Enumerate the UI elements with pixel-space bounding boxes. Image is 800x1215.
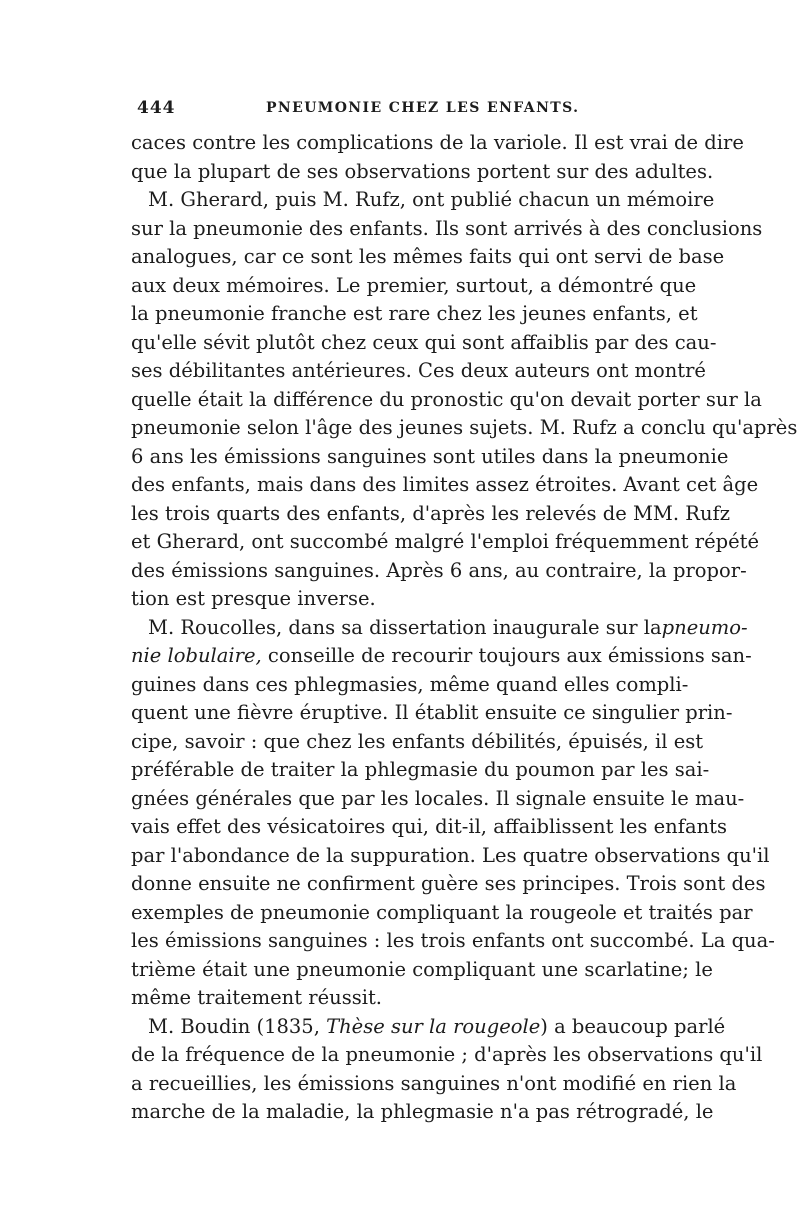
text-line: analogues, car ce sont les mêmes faits qui ont servi de base bbox=[131, 245, 725, 268]
text-line: sur la pneumonie des enfants. Ils sont arrivés à des conclusions bbox=[131, 216, 763, 240]
text-line bbox=[131, 614, 748, 643]
text-line: des émissions sanguines. Après 6 ans, au contraire, la propor- bbox=[131, 558, 747, 582]
text-segment: M. Boudin (1835, bbox=[148, 1014, 320, 1038]
text-line: gnées générales que par les locales. Il signale ensuite le mau- bbox=[131, 786, 745, 810]
text-line: exemples de pneumonie compliquant la rougeole et traités par bbox=[131, 900, 753, 924]
page-number: 444 bbox=[137, 98, 176, 118]
text-line: de la fréquence de la pneumonie ; d'après les observations qu'il bbox=[131, 1043, 763, 1066]
text-line: donne ensuite ne confirment guère ses principes. Trois sont des bbox=[131, 872, 766, 895]
running-head bbox=[128, 98, 673, 120]
text-line: marche de la maladie, la phlegmasie n'a pas rétrogradé, le bbox=[131, 1100, 714, 1123]
text-line: par l'abondance de la suppuration. Les quatre observations qu'il bbox=[131, 843, 770, 867]
text-line: M. Gherard, puis M. Rufz, ont publié chacun un mémoire bbox=[148, 188, 715, 211]
text-line: les trois quarts des enfants, d'après les relevés de MM. Rufz bbox=[131, 501, 731, 525]
text-line: 6 ans les émissions sanguines sont utiles dans la pneumonie bbox=[131, 444, 729, 468]
text-line: quelle était la différence du pronostic qu'on devait porter sur la bbox=[131, 387, 762, 411]
text-line: que la plupart de ses observations portent sur des adultes. bbox=[131, 159, 714, 183]
text-line: qu'elle sévit plutôt chez ceux qui sont affaiblis par des cau- bbox=[131, 330, 717, 354]
text-line: aux deux mémoires. Le premier, surtout, a démontré que bbox=[131, 273, 697, 297]
text-line: les émissions sanguines : les trois enfants ont succombé. La qua- bbox=[131, 929, 775, 952]
text-segment: conseille de recourir toujours aux émissions san- bbox=[267, 644, 752, 667]
text-line: quent une fièvre éruptive. Il établit ensuite ce singulier prin- bbox=[131, 701, 733, 724]
text-line: préférable de traiter la phlegmasie du poumon par les sai- bbox=[131, 758, 710, 781]
text-line: la pneumonie franche est rare chez les jeunes enfants, et bbox=[131, 302, 698, 325]
text-line: trième était une pneumonie compliquant une scarlatine; le bbox=[131, 957, 713, 981]
text-line: vais effet des vésicatoires qui, dit-il, affaiblissent les enfants bbox=[131, 815, 727, 838]
text-line: a recueillies, les émissions sanguines n'ont modifié en rien la bbox=[131, 1071, 737, 1095]
text-line bbox=[131, 1013, 726, 1042]
text-line: des enfants, mais dans des limites assez étroites. Avant cet âge bbox=[131, 473, 759, 496]
text-line: pneumonie selon l'âge des jeunes sujets. M. Rufz a conclu qu'après bbox=[131, 416, 798, 439]
text-line: ses débilitantes antérieures. Ces deux auteurs ont montré bbox=[131, 359, 706, 382]
text-line: cipe, savoir : que chez les enfants débilités, épuisés, il est bbox=[131, 729, 704, 753]
text-segment: ) a beaucoup parlé bbox=[540, 1014, 726, 1038]
running-title: PNEUMONIE CHEZ LES ENFANTS. bbox=[266, 100, 580, 116]
text-line: caces contre les complications de la variole. Il est vrai de dire bbox=[131, 131, 744, 154]
text-line: même traitement réussit. bbox=[131, 986, 382, 1009]
text-line bbox=[131, 642, 752, 671]
text-segment: M. Roucolles, dans sa dissertation inaugurale sur la bbox=[148, 615, 662, 639]
italic-term: pneumo- bbox=[661, 615, 748, 639]
text-line: guines dans ces phlegmasies, même quand elles compli- bbox=[131, 672, 689, 696]
text-line: tion est presque inverse. bbox=[131, 587, 376, 610]
italic-title: Thèse sur la rougeole bbox=[326, 1014, 541, 1038]
italic-term: nie lobulaire, bbox=[131, 644, 262, 667]
body-text bbox=[131, 129, 798, 1127]
text-line: et Gherard, ont succombé malgré l'emploi fréquemment répété bbox=[131, 530, 760, 553]
